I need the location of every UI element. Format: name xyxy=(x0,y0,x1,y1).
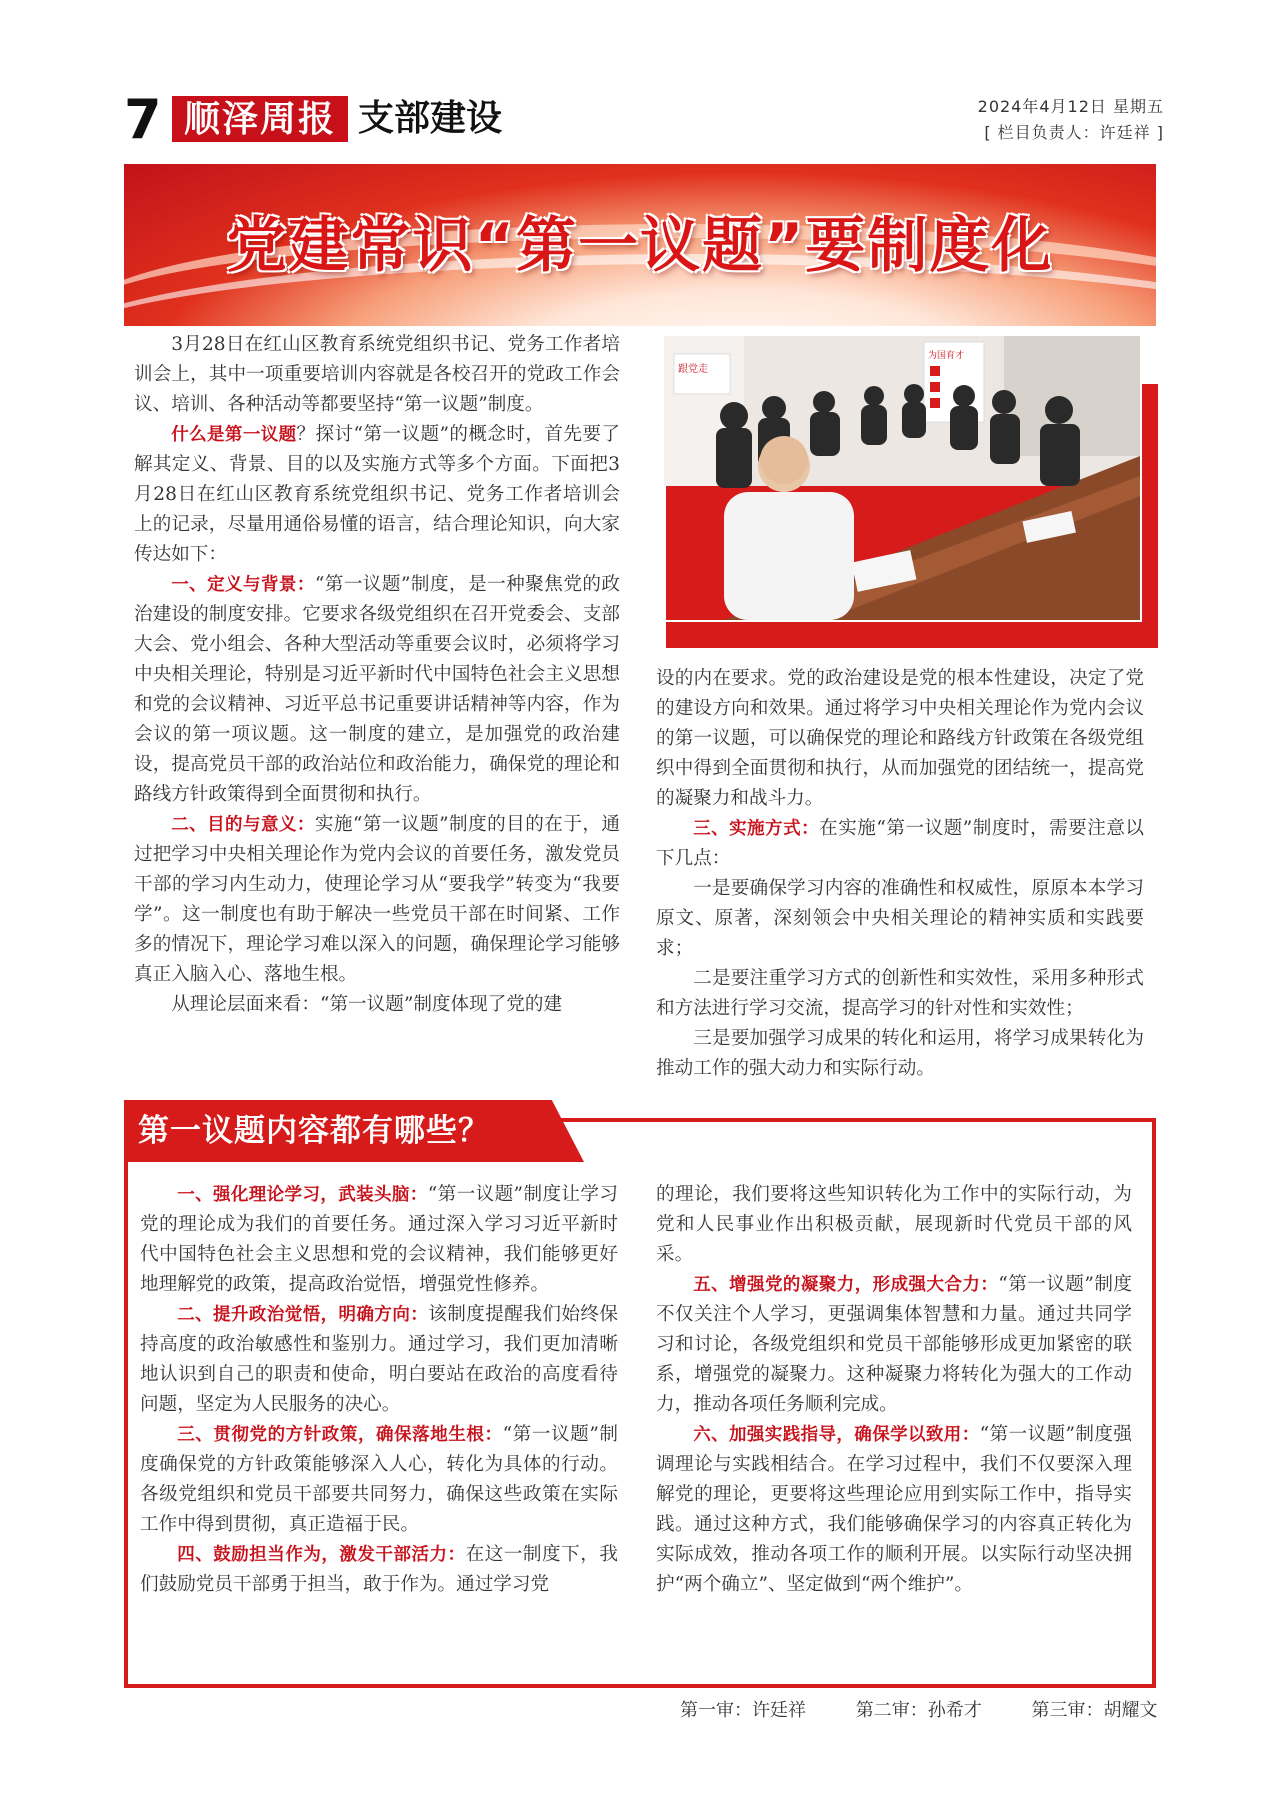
question-paragraph: 什么是第一议题？探讨“第一议题”的概念时，首先要了解其定义、背景、目的以及实施方式等多个方面。下面把3月28日在红山区教育系统党组织书记、党务工作者培训会上的记录，尽量用通俗易懂的语言，结合理论知识，向大家传达如下： xyxy=(134,424,620,565)
box-right-column xyxy=(656,1180,1132,1600)
masthead-logo: 顺泽周报 xyxy=(172,96,348,142)
section-1-paragraph: 一、定义与背景：“第一议题”制度，是一种聚焦党的政治建设的制度安排。它要求各级党组织在召开党委会、支部大会、党小组会、各种大型活动等重要会议时，必须将学习中央相关理论，特别是习近平新时代中国特色社会主义思想和党的会议精神、习近平总书记重要讲话精神等内容，作为会议的第一项议题。这一制度的建立，是加强党的政治建设，提高党员干部的政治站位和政治能力，确保党的理论和路线方针政策得到全面贯彻和执行。 xyxy=(134,574,621,805)
first-reviewer: 第一审：许廷祥 xyxy=(680,1700,806,1721)
item-4-label: 四、鼓励担当作为，激发干部活力： xyxy=(177,1545,466,1565)
item-5-label: 五、增强党的凝聚力，形成强大合力： xyxy=(693,1275,999,1295)
item-4-paragraph: 四、鼓励担当作为，激发干部活力：在这一制度下，我们鼓励党员干部勇于担当，敢于作为。通过学习党 xyxy=(140,1544,618,1595)
meeting-photo-illustration xyxy=(664,336,1140,620)
page-header xyxy=(124,88,1164,151)
second-reviewer: 第二审：孙希才 xyxy=(855,1700,982,1721)
point-2-paragraph: 二是要注重学习方式的创新性和实效性，采用多种形式和方法进行学习交流，提高学习的针对性和实效性； xyxy=(656,968,1144,1019)
column-editor: [ 栏目负责人：许廷祥 ] xyxy=(984,123,1164,142)
box-title: 第一议题内容都有哪些？ xyxy=(138,1113,490,1149)
section-title: 支部建设 xyxy=(358,98,503,139)
wall-sign-right: 为国育才 xyxy=(928,351,965,361)
question-label: 什么是第一议题 xyxy=(171,425,297,445)
headline-banner xyxy=(124,164,1156,326)
item-1-paragraph: 一、强化理论学习，武装头脑：“第一议题”制度让学习党的理论成为我们的首要任务。通过深入学习习近平新时代中国特色社会主义思想和党的会议精神，我们能够更好地理解党的政策，提高政治觉悟，增强党性修养。 xyxy=(140,1184,618,1295)
section-3-label: 三、实施方式： xyxy=(693,819,820,839)
box-left-column xyxy=(140,1180,618,1600)
item-3-label: 三、贯彻党的方针政策，确保落地生根： xyxy=(177,1425,503,1445)
article-headline: 党建常识“第一议题”要制度化 xyxy=(226,211,1054,281)
page-number: 7 xyxy=(124,88,162,151)
theory-paragraph: 从理论层面来看：“第一议题”制度体现了党的建 xyxy=(171,994,563,1015)
point-1-paragraph: 一是要确保学习内容的准确性和权威性，原原本本学习原文、原著，深刻领会中央相关理论的精神实质和实践要求； xyxy=(656,878,1144,959)
section-2-paragraph: 二、目的与意义：实施“第一议题”制度的目的在于，通过把学习中央相关理论作为党内会议的首要任务，激发党员干部的学习内生动力，使理论学习从“要我学”转变为“我要学”。这一制度也有助于解决一些党员干部在时间紧、工作多的情况下，理论学习难以深入的问题，确保理论学习能够真正入脑入心、落地生根。 xyxy=(134,814,621,985)
third-reviewer: 第三审：胡耀文 xyxy=(1031,1700,1158,1721)
intro-paragraph: 3月28日在红山区教育系统党组织书记、党务工作者培训会上，其中一项重要培训内容就是各校召开的党政工作会议、培训、各种活动等都要坚持“第一议题”制度。 xyxy=(134,334,620,415)
item-6-label: 六、加强实践指导，确保学以致用： xyxy=(693,1425,980,1445)
item-5-paragraph: 五、增强党的凝聚力，形成强大合力：“第一议题”制度不仅关注个人学习，更强调集体智慧和力量。通过共同学习和讨论，各级党组织和党员干部能够形成更加紧密的联系，增强党的凝聚力。这种凝聚力将转化为强大的工作动力，推动各项任务顺利完成。 xyxy=(656,1274,1133,1415)
issue-date: 2024年4月12日 星期五 xyxy=(977,97,1164,116)
left-column xyxy=(134,330,620,1020)
item-4-continued: 的理论，我们要将这些知识转化为工作中的实际行动，为党和人民事业作出积极贡献，展现新时代党员干部的风采。 xyxy=(656,1184,1132,1265)
point-3-paragraph: 三是要加强学习成果的转化和运用，将学习成果转化为推动工作的强大动力和实际行动。 xyxy=(656,1028,1144,1079)
meeting-photo xyxy=(662,334,1142,622)
item-6-paragraph: 六、加强实践指导，确保学以致用：“第一议题”制度强调理论与实践相结合。在学习过程中，我们不仅要深入理解党的理论，更要将这些理论应用到实际工作中，指导实践。通过这种方式，我们能够确保学习的内容真正转化为实际成效，推动各项工作的顺利开展。以实际行动坚决拥护“两个确立”、坚定做到“两个维护”。 xyxy=(656,1424,1133,1595)
wall-sign-left: 跟党走 xyxy=(678,364,708,375)
item-2-paragraph: 二、提升政治觉悟，明确方向：该制度提醒我们始终保持高度的政治敏感性和鉴别力。通过学习，我们更加清晰地认识到自己的职责和使命，明白要站在政治的高度看待问题，坚定为人民服务的决心。 xyxy=(140,1304,618,1415)
section-1-label: 一、定义与背景： xyxy=(171,575,315,595)
item-2-label: 二、提升政治觉悟，明确方向： xyxy=(177,1305,429,1325)
item-1-label: 一、强化理论学习，武装头脑： xyxy=(177,1185,428,1205)
right-column xyxy=(656,664,1144,1084)
section-3-paragraph: 三、实施方式：在实施“第一议题”制度时，需要注意以下几点： xyxy=(656,818,1145,869)
item-3-paragraph: 三、贯彻党的方针政策，确保落地生根：“第一议题”制度确保党的方针政策能够深入人心，转化为具体的行动。各级党组织和党员干部要共同努力，确保这些政策在实际工作中得到贯彻，真正造福于民。 xyxy=(140,1424,618,1535)
continued-paragraph: 设的内在要求。党的政治建设是党的根本性建设，决定了党的建设方向和效果。通过将学习中央相关理论作为党内会议的第一议题，可以确保党的理论和路线方针政策在各级党组织中得到全面贯彻和执行，从而加强党的团结统一，提高党的凝聚力和战斗力。 xyxy=(656,668,1144,809)
review-credits xyxy=(680,1696,1183,1722)
section-2-label: 二、目的与意义： xyxy=(171,815,315,835)
